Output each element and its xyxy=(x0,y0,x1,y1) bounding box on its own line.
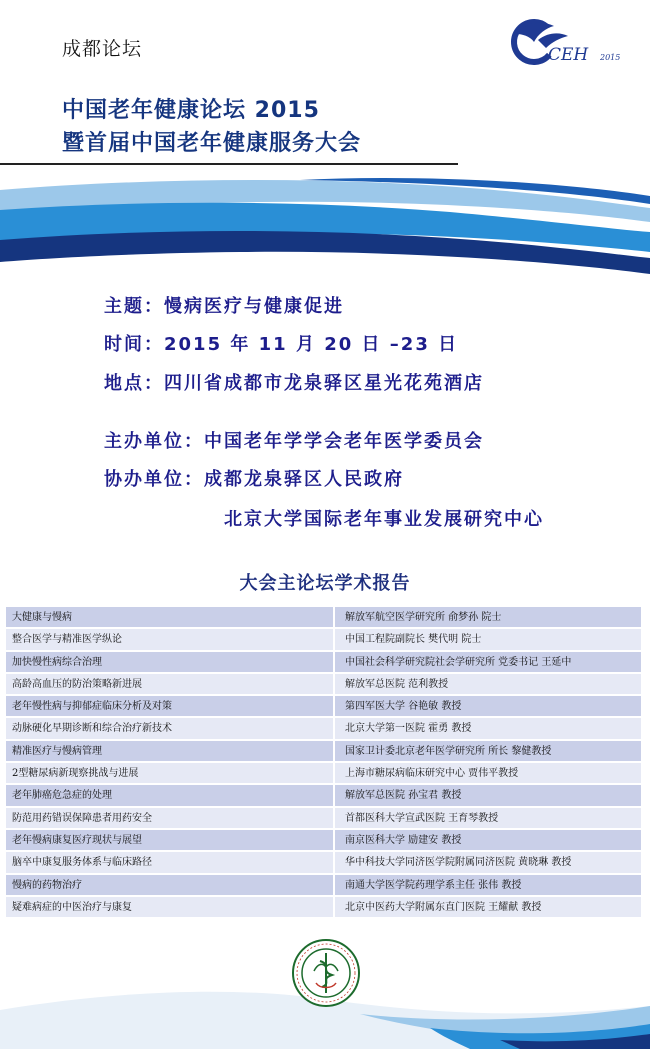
report-topic-cell: 大健康与慢病 xyxy=(5,606,334,628)
co-organizer-line: 协办单位：成都龙泉驿区人民政府 xyxy=(104,469,404,490)
report-speaker-cell: 北京中医药大学附属东直门医院 王耀献 教授 xyxy=(334,896,642,918)
report-speaker-cell: 首都医科大学宣武医院 王育琴教授 xyxy=(334,807,642,829)
forum-city-label: 成都论坛 xyxy=(62,38,143,60)
report-speaker-cell: 国家卫计委北京老年医学研究所 所长 黎健教授 xyxy=(334,740,642,762)
report-speaker-cell: 南通大学医学院药理学系主任 张伟 教授 xyxy=(334,874,642,896)
report-speaker-cell: 上海市糖尿病临床研究中心 贾伟平教授 xyxy=(334,762,642,784)
report-speaker-cell: 中国社会科学研究院社会学研究所 党委书记 王延中 xyxy=(334,651,642,673)
report-speaker-cell: 南京医科大学 励建安 教授 xyxy=(334,829,642,851)
report-speaker-cell: 解放军总医院 孙宝君 教授 xyxy=(334,784,642,806)
time-line: 时间：2015 年 11 月 20 日 –23 日 xyxy=(104,334,459,355)
table-row xyxy=(5,673,642,695)
report-table xyxy=(5,606,642,918)
table-row xyxy=(5,807,642,829)
table-row xyxy=(5,695,642,717)
theme-line: 主题：慢病医疗与健康促进 xyxy=(104,296,344,317)
report-topic-cell: 老年慢病康复医疗现状与展望 xyxy=(5,829,334,851)
table-row xyxy=(5,628,642,650)
report-speaker-cell: 第四军医大学 谷艳敏 教授 xyxy=(334,695,642,717)
logo-year: 2015 xyxy=(600,53,621,62)
ceh-logo xyxy=(508,12,628,72)
table-row xyxy=(5,651,642,673)
report-speaker-cell: 华中科技大学同济医学院附属同济医院 黄晓琳 教授 xyxy=(334,851,642,873)
table-row xyxy=(5,740,642,762)
report-topic-cell: 2型糖尿病新现察挑战与进展 xyxy=(5,762,334,784)
report-section-title: 大会主论坛学术报告 xyxy=(239,573,411,594)
report-topic-cell: 疑难病症的中医治疗与康复 xyxy=(5,896,334,918)
report-topic-cell: 动脉硬化早期诊断和综合治疗新技术 xyxy=(5,717,334,739)
location-line: 地点：四川省成都市龙泉驿区星光花苑酒店 xyxy=(104,373,484,394)
table-row xyxy=(5,851,642,873)
report-topic-cell: 加快慢性病综合治理 xyxy=(5,651,334,673)
title-divider xyxy=(0,163,458,165)
report-topic-cell: 脑卒中康复服务体系与临床路径 xyxy=(5,851,334,873)
report-topic-cell: 老年慢性病与抑郁症临床分析及对策 xyxy=(5,695,334,717)
organizer-line: 主办单位：中国老年学学会老年医学委员会 xyxy=(104,431,484,452)
table-row xyxy=(5,874,642,896)
report-topic-cell: 老年肺癌危急症的处理 xyxy=(5,784,334,806)
wave-banner xyxy=(0,170,650,280)
report-topic-cell: 精准医疗与慢病管理 xyxy=(5,740,334,762)
table-row xyxy=(5,717,642,739)
main-title: 中国老年健康论坛 2015 xyxy=(62,98,320,123)
report-speaker-cell: 中国工程院副院长 樊代明 院士 xyxy=(334,628,642,650)
report-topic-cell: 慢病的药物治疗 xyxy=(5,874,334,896)
report-speaker-cell: 解放军航空医学研究所 俞梦孙 院士 xyxy=(334,606,642,628)
society-seal-icon xyxy=(290,937,362,1009)
report-speaker-cell: 解放军总医院 范利教授 xyxy=(334,673,642,695)
table-row xyxy=(5,784,642,806)
report-speaker-cell: 北京大学第一医院 霍勇 教授 xyxy=(334,717,642,739)
table-row xyxy=(5,606,642,628)
table-row xyxy=(5,829,642,851)
report-topic-cell: 整合医学与精准医学纵论 xyxy=(5,628,334,650)
sub-title: 暨首届中国老年健康服务大会 xyxy=(62,131,362,156)
report-topic-cell: 高龄高血压的防治策略新进展 xyxy=(5,673,334,695)
co-organizer-line-2: 北京大学国际老年事业发展研究中心 xyxy=(224,509,544,530)
logo-text: CEH xyxy=(548,45,589,65)
table-row xyxy=(5,762,642,784)
table-row xyxy=(5,896,642,918)
report-topic-cell: 防范用药错误保障患者用药安全 xyxy=(5,807,334,829)
